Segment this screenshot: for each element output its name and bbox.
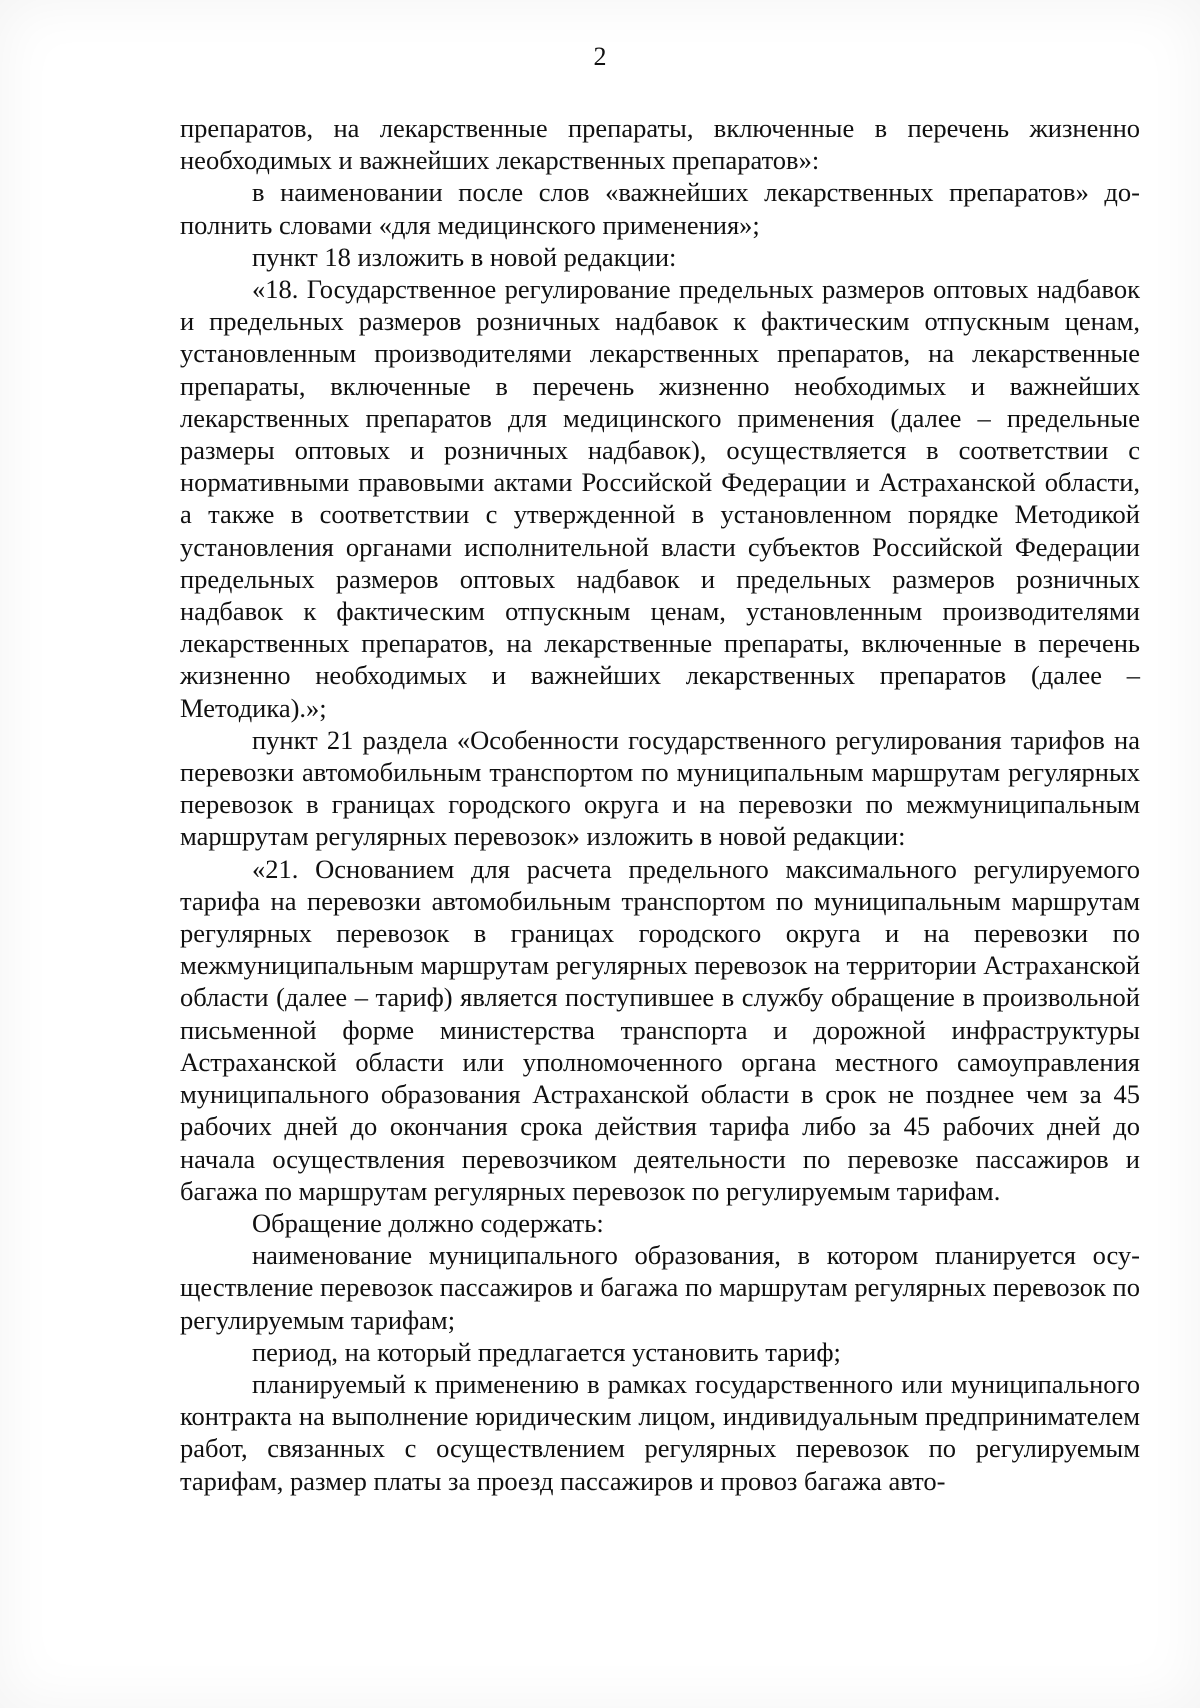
page-number: 2	[593, 42, 607, 71]
paragraph-10: планируемый к применению в рамках государственного или муниципального контракта на выполнение юридическим лицом, индивидуальным предпринимателем работ, связанных с осуществлением регулярных перевозок по регулируемым тарифам, размер платы за проезд пассажиров и провоз багажа авто-	[180, 1368, 1140, 1496]
paragraph-1: препаратов, на лекарственные препараты, включенные в перечень жизненно необходимых и важнейших лекарственных препаратов»:	[180, 113, 1140, 176]
paragraph-8: наименование муниципального образования, в котором планируется осуществление перевозок пассажиров и багажа по маршрутам регулярных перевозок по регулируемым тарифам;	[180, 1240, 1140, 1335]
paragraph-3: пункт 18 изложить в новой редакции:	[252, 241, 677, 272]
paragraph-6: «21. Основанием для расчета предельного максимального регулируемого тарифа на перевозки автомобильным транспортом по муниципальным маршрутам регулярных перевозок в границах городского округа и на перевозки по межмуниципальным маршрутам регулярных перевозок на территории Астраханской области (далее – тариф) является поступившее в службу обращение в произвольной письменной форме министерства транспорта и дорожной инфраструктуры Астраханской области или уполномоченного органа местного самоуправления муниципального образования Астраханской области в срок не позднее чем за 45 рабочих дней до окончания срока действия тарифа либо за 45 рабочих дней до начала осуществления перевозчиком деятельности по перевозке пассажиров и багажа по маршрутам регулярных перевозок по регулируемым тарифам.	[180, 853, 1140, 1206]
paragraph-4: «18. Государственное регулирование предельных размеров оптовых надбавок и предельных размеров розничных надбавок к фактическим отпускным ценам, установленным производителями лекарственных препаратов, на лекарственные препараты, включенные в перечень жизненно необходимых и важнейших лекарственных препаратов для медицинского применения (далее – предельные размеры оптовых и розничных надбавок), осуществляется в соответствии с нормативными правовыми актами Российской Федерации и Астраханской области, а также в соответствии с утвержденной в установленном порядке Методикой установления органами исполнительной власти субъектов Российской Федерации предельных размеров оптовых надбавок и предельных размеров розничных надбавок к фактическим отпускным ценам, установленным производителями лекарственных препаратов, на лекарственные препараты, включенные в перечень жизненно необходимых и важнейших лекарственных препаратов (далее – Методика).»;	[180, 274, 1140, 723]
body-text	[180, 112, 1140, 1497]
paragraph-9: период, на который предлагается установить тариф;	[252, 1336, 841, 1367]
paragraph-2: в наименовании после слов «важнейших лекарственных препаратов» дополнить словами «для медицинского применения»;	[180, 177, 1140, 240]
paragraph-5: пункт 21 раздела «Особенности государственного регулирования тарифов на перевозки автомобильным транспортом по муниципальным маршрутам регулярных перевозок в границах городского округа и на перевозки по межмуниципальным маршрутам регулярных перевозок» изложить в новой редакции:	[180, 724, 1140, 852]
paragraph-7: Обращение должно содержать:	[252, 1207, 604, 1238]
